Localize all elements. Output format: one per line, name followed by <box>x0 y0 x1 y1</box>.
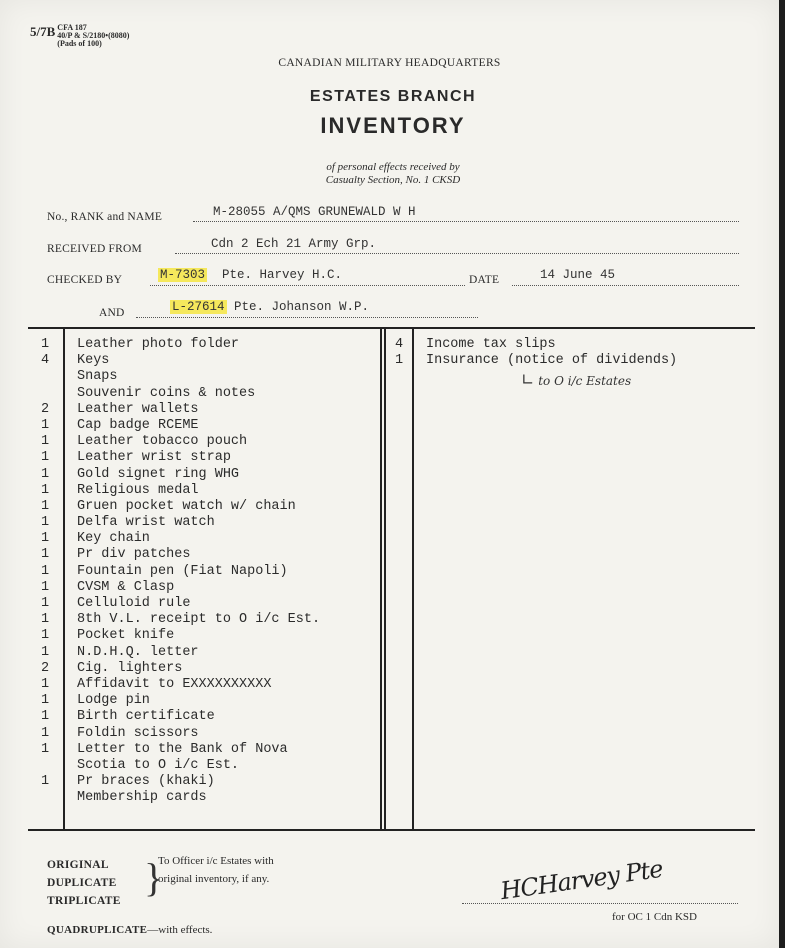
item-quantity: 1 <box>40 450 50 466</box>
right-qty-divider <box>412 327 414 830</box>
quadruplicate-label: QUADRUPLICATE <box>47 924 148 936</box>
item-quantity: 1 <box>40 547 50 563</box>
item-description: 8th V.L. receipt to O i/c Est. <box>77 612 321 628</box>
item-quantity: 1 <box>40 417 50 433</box>
headquarters-heading: CANADIAN MILITARY HEADQUARTERS <box>278 57 501 69</box>
right-items-column <box>426 337 746 369</box>
table-bottom-rule <box>28 829 755 831</box>
distribution-note <box>158 852 274 888</box>
checked-by-name: Pte. Harvey H.C. <box>222 268 343 282</box>
form-code-line-1: CFA 187 <box>57 23 87 32</box>
item-quantity: 1 <box>40 498 50 514</box>
item-quantity: 2 <box>40 660 50 676</box>
form-code-line-3: (Pads of 100) <box>57 39 102 48</box>
item-description: Foldin scissors <box>77 725 199 741</box>
date-label: DATE <box>469 274 500 286</box>
right-qty-column <box>389 337 409 369</box>
item-quantity <box>34 386 56 402</box>
item-description: Celluloid rule <box>77 596 191 611</box>
item-quantity <box>34 790 56 806</box>
subtitle-line-2: Casualty Section, No. 1 CKSD <box>325 174 461 186</box>
item-description: Pr braces (khaki) <box>77 774 215 790</box>
item-description: Cig. lighters <box>77 660 183 676</box>
left-qty-column <box>34 337 56 806</box>
item-description: Cap badge RCEME <box>77 417 199 433</box>
handwritten-note: ∟ to O i/c Estates <box>521 370 632 389</box>
item-quantity: 1 <box>40 693 50 709</box>
item-quantity: 1 <box>394 353 404 369</box>
checked-by-label: CHECKED BY <box>47 274 123 286</box>
item-description: N.D.H.Q. letter <box>77 644 199 660</box>
item-description: Key chain <box>77 531 150 547</box>
item-quantity: 1 <box>40 774 50 790</box>
item-quantity: 1 <box>40 466 50 482</box>
item-description: Religious medal <box>77 482 199 498</box>
item-description: Affidavit to EXXXXXXXXXX <box>77 676 272 692</box>
item-description: Leather tobacco pouch <box>77 434 248 450</box>
distribution-labels <box>47 856 121 910</box>
item-quantity: 1 <box>40 515 50 531</box>
item-quantity: 1 <box>40 434 50 450</box>
item-description: Letter to the Bank of Nova <box>77 741 288 757</box>
item-quantity: 2 <box>40 401 50 417</box>
quadruplicate-line <box>47 924 212 936</box>
item-quantity: 1 <box>40 741 50 757</box>
subtitle-line-1: of personal effects received by <box>326 161 460 173</box>
form-code-line-2: 40/P & S/2180•(8080) <box>57 31 130 40</box>
handwritten-note-text: to O i/c Estates <box>538 374 632 388</box>
and-value <box>170 300 369 314</box>
quadruplicate-note: —with effects. <box>147 924 213 936</box>
checked-by-number: M-7303 <box>160 268 206 282</box>
received-label: RECEIVED FROM <box>47 243 142 255</box>
item-description: Leather wrist strap <box>77 450 231 466</box>
subtitle <box>0 161 785 187</box>
item-quantity <box>34 758 56 774</box>
name-label: No., RANK and NAME <box>47 211 163 223</box>
item-description: Snaps <box>77 369 118 385</box>
checked-by-value <box>158 268 342 282</box>
original-label: ORIGINAL <box>47 859 109 871</box>
date-value: 14 June 45 <box>540 268 616 282</box>
table-top-rule <box>28 327 755 329</box>
item-description: Leather wallets <box>77 401 199 417</box>
item-description: CVSM & Clasp <box>77 579 175 595</box>
and-label: AND <box>99 307 125 319</box>
item-quantity: 4 <box>394 337 404 352</box>
item-quantity: 1 <box>40 579 50 595</box>
item-quantity: 1 <box>40 612 50 628</box>
item-quantity: 1 <box>40 596 50 611</box>
item-quantity: 1 <box>40 725 50 741</box>
and-name: Pte. Johanson W.P. <box>234 300 370 314</box>
name-value: M-28055 A/QMS GRUNEWALD W H <box>213 205 416 219</box>
item-description: Birth certificate <box>77 709 215 725</box>
page-title: INVENTORY <box>320 113 466 138</box>
item-description: Insurance (notice of dividends) <box>426 353 678 369</box>
item-description: Leather photo folder <box>77 337 240 352</box>
item-quantity <box>34 369 56 385</box>
item-quantity: 1 <box>40 563 50 579</box>
signature: HCHarvey Pte <box>498 854 665 906</box>
item-description: Income tax slips <box>426 337 556 352</box>
branch-heading: ESTATES BRANCH <box>309 88 477 105</box>
center-divider-double <box>384 327 386 830</box>
left-items-column <box>77 337 377 806</box>
item-description: Gruen pocket watch w/ chain <box>77 498 296 514</box>
item-description: Keys <box>77 353 110 369</box>
and-number: L-27614 <box>172 300 225 314</box>
for-oc-label: for OC 1 Cdn KSD <box>612 911 697 923</box>
item-quantity: 4 <box>40 353 50 369</box>
item-quantity: 1 <box>40 482 50 498</box>
triplicate-label: TRIPLICATE <box>47 895 121 907</box>
form-code-main: 5/7B <box>30 24 56 39</box>
item-quantity: 1 <box>40 676 50 692</box>
form-code-details <box>57 24 129 48</box>
distribution-note-line-2: original inventory, if any. <box>158 873 270 885</box>
item-description: Souvenir coins & notes <box>77 385 256 401</box>
item-description: Membership cards <box>77 790 207 806</box>
item-description: Lodge pin <box>77 693 150 709</box>
item-description: Pr div patches <box>77 547 191 563</box>
distribution-note-line-1: To Officer i/c Estates with <box>158 855 274 867</box>
item-quantity: 1 <box>40 644 50 660</box>
form-code <box>30 24 129 48</box>
received-value: Cdn 2 Ech 21 Army Grp. <box>211 237 377 251</box>
item-description: Scotia to O i/c Est. <box>77 757 240 773</box>
item-quantity: 1 <box>40 337 50 352</box>
item-description: Pocket knife <box>77 628 175 644</box>
brace-icon: } <box>144 855 164 900</box>
item-description: Fountain pen (Fiat Napoli) <box>77 563 288 579</box>
item-description: Delfa wrist watch <box>77 515 215 531</box>
item-quantity: 1 <box>40 628 50 644</box>
item-description: Gold signet ring WHG <box>77 466 240 482</box>
item-quantity: 1 <box>40 709 50 725</box>
item-quantity: 1 <box>40 531 50 547</box>
duplicate-label: DUPLICATE <box>47 877 117 889</box>
left-qty-divider <box>63 327 65 830</box>
center-divider <box>380 327 382 830</box>
